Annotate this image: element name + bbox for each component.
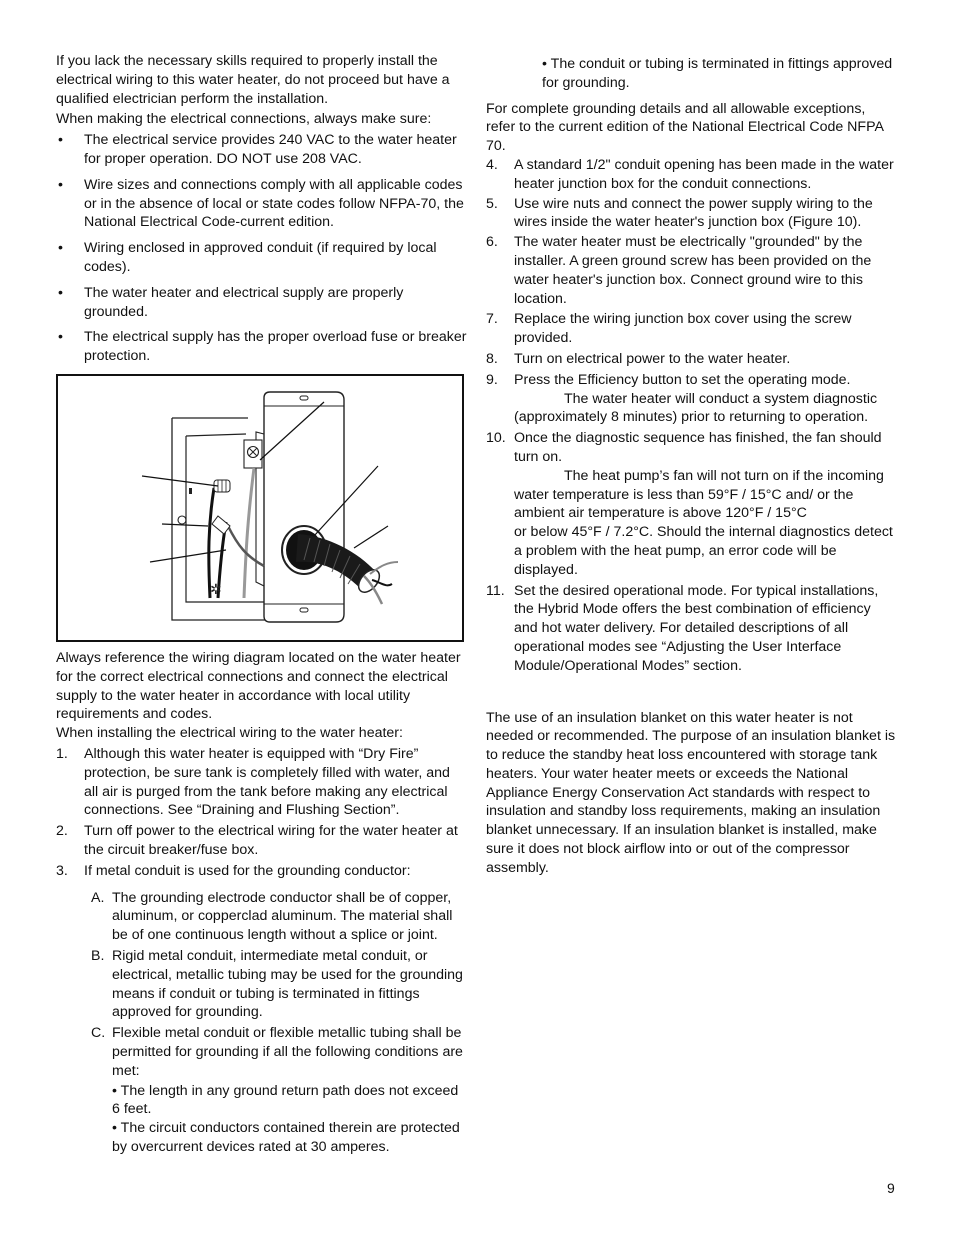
substep-text: Rigid metal conduit, intermediate metal conduit, or electrical, metallic tubing may be used for the grounding means if conduit or tubing is terminated in fittings approved for grounding. [112, 947, 463, 1021]
list-item [486, 233, 898, 308]
step-text: Replace the wiring junction box cover using the screw provided. [514, 311, 852, 347]
substep-letter: A. [91, 889, 105, 906]
svg-text:✲: ✲ [210, 582, 222, 598]
bullet-text: Wiring enclosed in approved conduit (if required by local codes). [84, 240, 437, 275]
bullet-text: The electrical supply has the proper overload fuse or breaker protection. [84, 329, 467, 365]
list-item [486, 195, 898, 233]
step-number: 11. [486, 582, 505, 599]
list-item [486, 310, 898, 348]
grounding-paragraph: For complete grounding details and all allowable exceptions, refer to the current edition of the National Electrical Code NFPA 70. [486, 100, 884, 155]
list-item [486, 156, 898, 194]
sub-bullet: • The length in any ground return path does not exceed 6 feet. [112, 1082, 459, 1118]
junction-box-illustration [58, 376, 462, 640]
bullet-marker: • [58, 284, 63, 301]
step-note: The heat pump’s fan will not turn on if the incoming water temperature is less than 59°F / 15°C and/ or the ambient air temperature is above 120°F / 15°C [514, 467, 884, 522]
top-bullet: • The conduit or tubing is terminated in fittings approved for grounding. [542, 56, 893, 91]
step-text: The water heater must be electrically "grounded" by the installer. A green ground screw has been provided on the water heater's junction box. Connect ground wire to this location. [514, 234, 872, 307]
intro-paragraph: If you lack the necessary skills required to properly install the electrical wiring to this water heater, do not proceed but have a qualified electrician perform the installation. [56, 53, 450, 107]
step-text: If metal conduit is used for the grounding conductor: [84, 862, 411, 879]
step-text: A standard 1/2" conduit opening has been made in the water heater junction box for the conduit connections. [514, 156, 894, 192]
list-item [486, 429, 898, 579]
when-installing-line: When installing the electrical wiring to the water heater: [56, 725, 403, 742]
bullet-marker: • [58, 132, 63, 149]
step-text: Once the diagnostic sequence has finished, the fan should turn on. [514, 430, 882, 465]
bullet-text: The water heater and electrical supply are properly grounded. [84, 284, 404, 320]
substep-text: Flexible metal conduit or flexible metallic tubing shall be permitted for grounding if all the following conditions are met: [112, 1025, 463, 1079]
list-item [56, 328, 468, 366]
list-item [56, 1024, 468, 1080]
list-item [486, 350, 898, 369]
make-sure-line: When making the electrical connections, always make sure: [56, 111, 432, 128]
sub-bullet: • The circuit conductors contained therein are protected by overcurrent devices rated at 30 amperes. [112, 1120, 460, 1155]
list-item [56, 889, 468, 945]
step-text: Turn off power to the electrical wiring for the water heater at the circuit breaker/fuse box. [84, 823, 458, 858]
list-item [56, 176, 468, 232]
right-column [486, 55, 898, 878]
list-item [56, 947, 468, 1022]
left-column [56, 52, 468, 366]
left-column-lower [56, 649, 468, 1157]
step-number: 1. [56, 745, 68, 762]
step-number: 3. [56, 862, 68, 879]
step-number: 4. [486, 156, 498, 173]
bullet-marker: • [58, 329, 63, 346]
step-text: Press the Efficiency button to set the operating mode. [514, 371, 851, 388]
step-number: 7. [486, 311, 498, 328]
step-text: Turn on electrical power to the water heater. [514, 350, 791, 367]
substep-letter: C. [91, 1025, 106, 1042]
step-number: 5. [486, 195, 498, 212]
step-note: or below 45°F / 7.2°C. Should the internal diagnostics detect a problem with the heat pump, an error code will be displayed. [514, 524, 893, 578]
step-text: Use wire nuts and connect the power supply wiring to the wires inside the water heater's junction box (Figure 10). [514, 195, 873, 231]
list-item [56, 822, 468, 860]
bullet-marker: • [58, 240, 63, 257]
bullet-text: Wire sizes and connections comply with all applicable codes or in the absence of local or state codes follow NFPA-70, the National Electrical Code-current edition. [84, 176, 464, 231]
leader-line-conduit [354, 526, 388, 548]
bullet-text: The electrical service provides 240 VAC to the water heater for proper operation. DO NOT use 208 VAC. [84, 132, 457, 167]
step-number: 2. [56, 823, 68, 840]
step-number: 6. [486, 234, 498, 251]
list-item [56, 284, 468, 322]
list-item [486, 371, 898, 427]
list-item [56, 239, 468, 277]
insulation-paragraph: The use of an insulation blanket on this water heater is not needed or recommended. The purpose of an insulation blanket is to reduce the standby heat loss encountered with storage tank heaters. Your water heater meets or exceeds the National Appliance Energy Conservation Act standards with respect to insulation and standby loss requirements, making an insulation blanket unnecessary. If an insulation blanket is installed, make sure it does not block airflow into or out of the compressor assembly. [486, 709, 896, 876]
step-note: The water heater will conduct a system diagnostic (approximately 8 minutes) prior to returning to operation. [514, 390, 878, 426]
page-number: 9 [887, 1180, 895, 1196]
substep-text: The grounding electrode conductor shall be of copper, aluminum, or copperclad aluminum. The material shall be of one continuous length without a splice or joint. [112, 889, 453, 944]
list-item [56, 745, 468, 820]
leader-line-wire-nut [142, 476, 218, 486]
wiring-diagram-paragraph: Always reference the wiring diagram located on the water heater for the correct electrical connections and connect the electrical supply to the water heater in accordance with local utility requirements and codes. [56, 650, 461, 723]
leader-line-supply-wire [162, 524, 208, 526]
substep-letter: B. [91, 947, 105, 964]
step-number: 10. [486, 430, 506, 447]
step-number: 9. [486, 371, 498, 388]
bullet-marker: • [58, 176, 63, 193]
list-item [56, 862, 468, 881]
step-text: Set the desired operational mode. For typical installations, the Hybrid Mode offers the best combination of efficiency and hot water delivery. For detailed descriptions of all operational modes see “Adjusting the User Interface Module/Operational Modes” section. [514, 582, 879, 674]
list-item [56, 131, 468, 169]
step-number: 8. [486, 350, 498, 367]
leader-line-ground-wire [150, 550, 226, 562]
list-item [486, 582, 898, 676]
wiring-figure [56, 374, 464, 642]
step-text: Although this water heater is equipped with “Dry Fire” protection, be sure tank is completely filled with water, and all air is purged from the tank before making any electrical connections. See “Draining and Flushing Section”. [84, 745, 450, 819]
